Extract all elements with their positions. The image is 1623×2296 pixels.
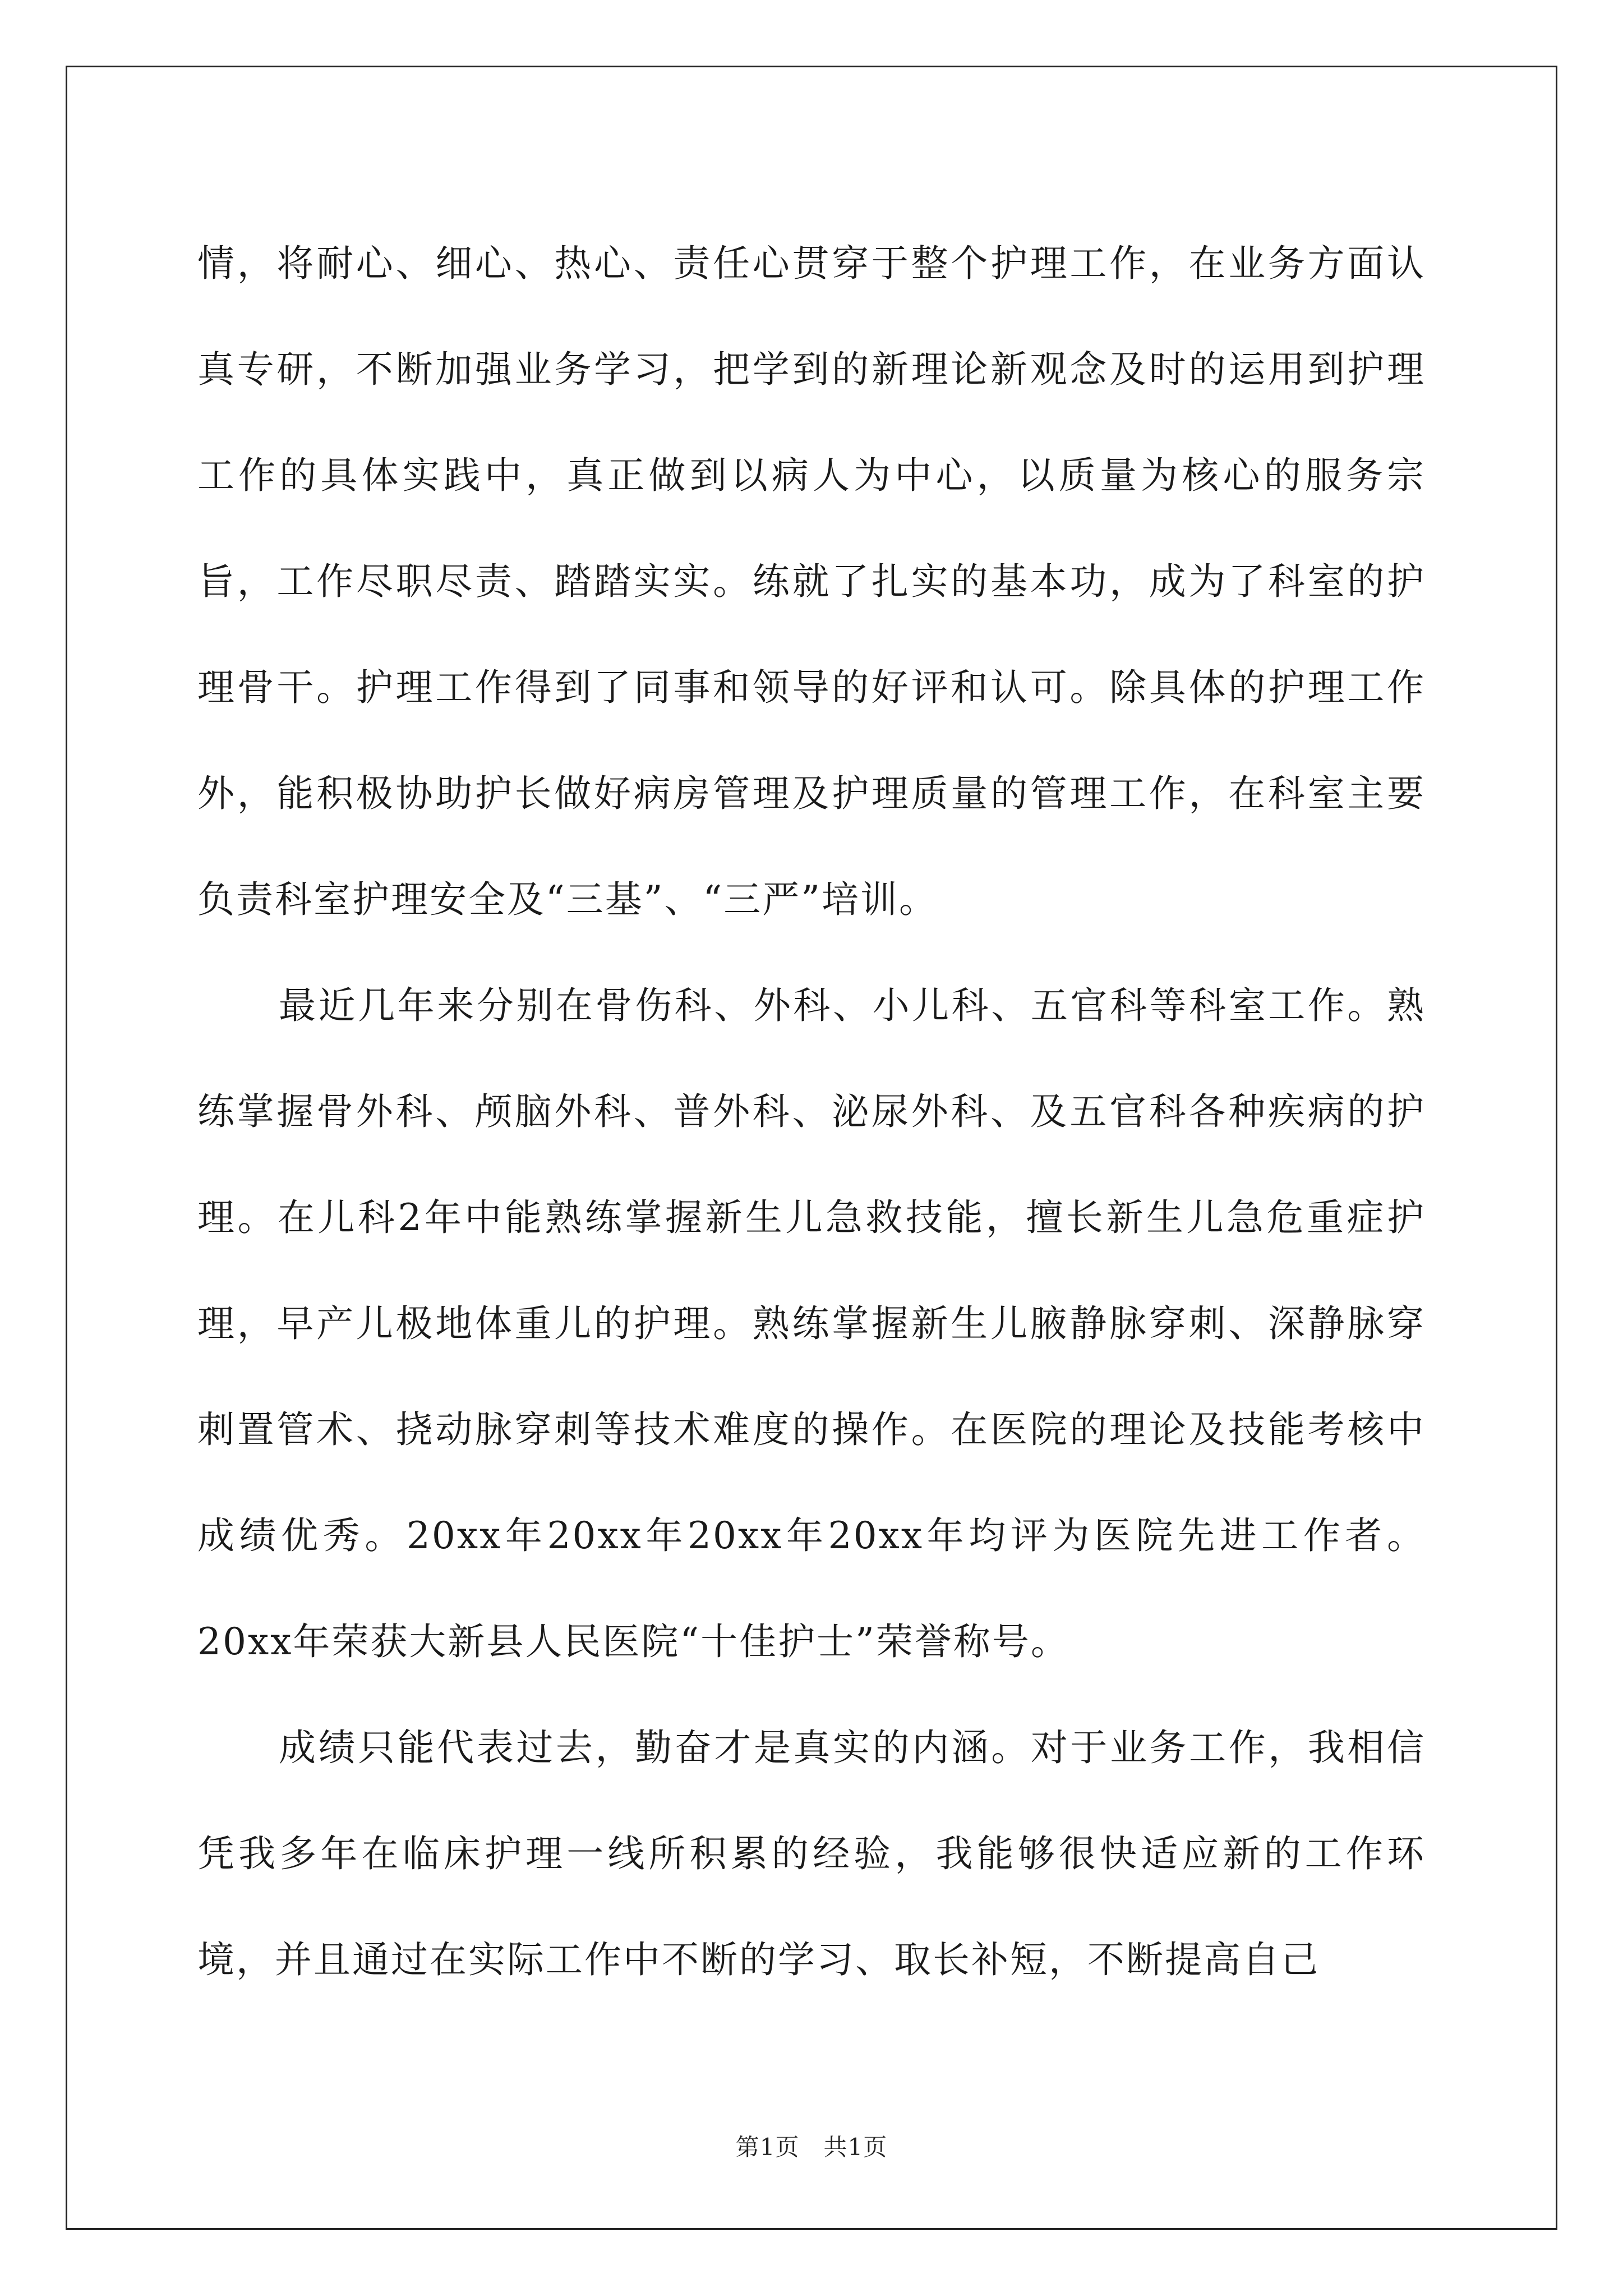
page-footer: 第1页 共1页 bbox=[735, 2133, 888, 2161]
document-body bbox=[197, 210, 1426, 2013]
paragraph-2: 最近几年来分别在骨伤科、外科、小儿科、五官科等科室工作。熟练掌握骨外科、颅脑外科、普外科、泌尿外科、及五官科各种疾病的护理。在儿科2年中能熟练掌握新生儿急救技能，擅长新生儿急危重症护理，早产儿极地体重儿的护理。熟练掌握新生儿腋静脉穿刺、深静脉穿刺置管术、挠动脉穿刺等技术难度的操作。在医院的理论及技能考核中成绩优秀。20xx年20xx年20xx年20xx年均评为医院先进工作者。20xx年荣获大新县人民医院“十佳护士”荣誉称号。 bbox=[197, 984, 1426, 1663]
paragraph-1: 情，将耐心、细心、热心、责任心贯穿于整个护理工作，在业务方面认真专研，不断加强业务学习，把学到的新理论新观念及时的运用到护理工作的具体实践中，真正做到以病人为中心，以质量为核心的服务宗旨，工作尽职尽责、踏踏实实。练就了扎实的基本功，成为了科室的护理骨干。护理工作得到了同事和领导的好评和认可。除具体的护理工作外，能积极协助护长做好病房管理及护理质量的管理工作，在科室主要负责科室护理安全及“三基”、“三严”培训。 bbox=[197, 242, 1426, 921]
paragraph-3: 成绩只能代表过去，勤奋才是真实的内涵。对于业务工作，我相信凭我多年在临床护理一线所积累的经验，我能够很快适应新的工作环境，并且通过在实际工作中不断的学习、取长补短，不断提高自己 bbox=[197, 1726, 1426, 1981]
